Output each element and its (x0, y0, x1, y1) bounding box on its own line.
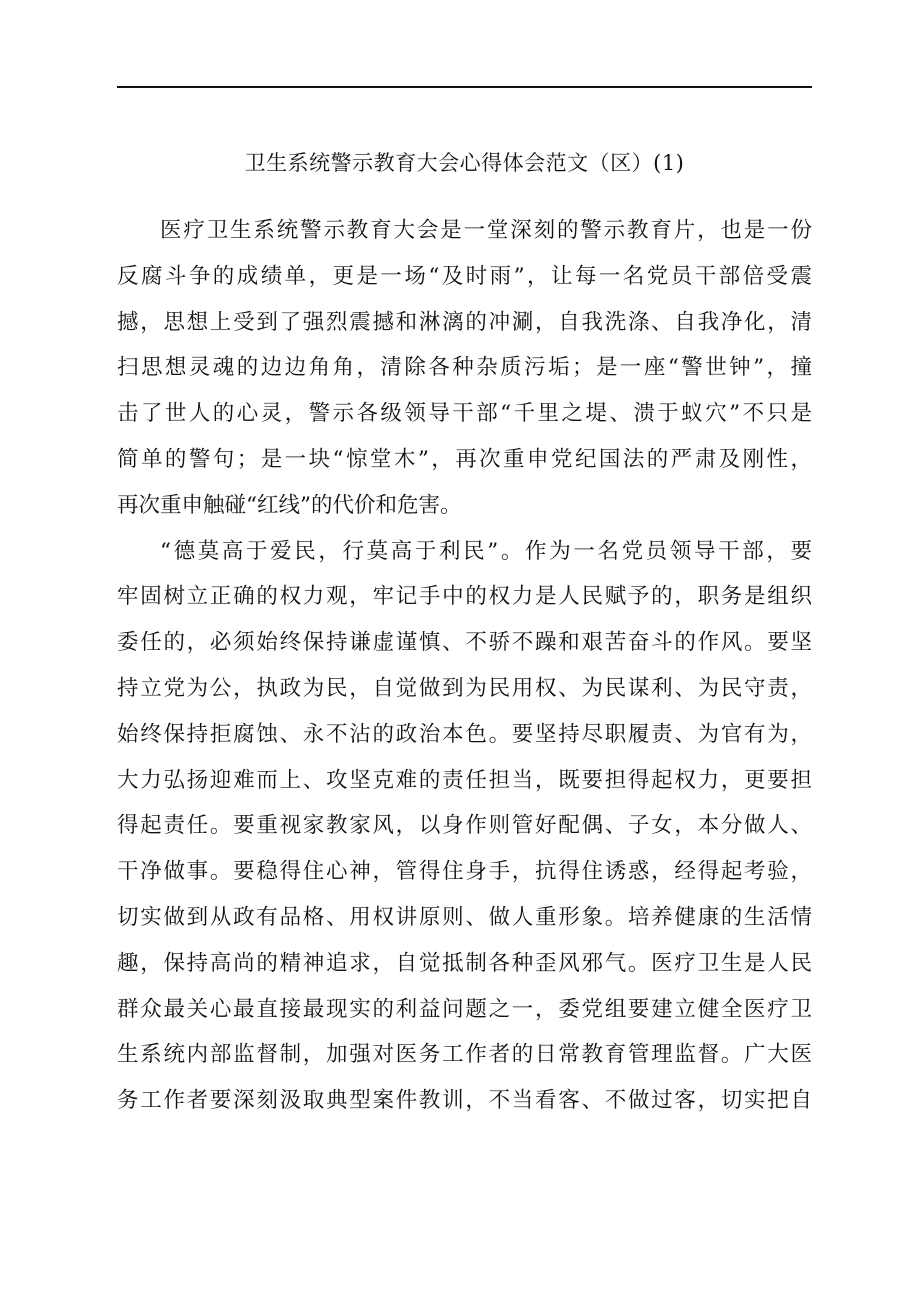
text-line: 简单的警句；是一块“惊堂木”，再次重申党纪国法的严肃及刚性， (117, 446, 812, 472)
text-line: 击了世人的心灵，警示各级领导干部“千里之堤、溃于蚁穴”不只是 (117, 401, 812, 427)
text-line: 再次重申触碰“红线”的代价和危害。 (117, 492, 462, 518)
text-line: 干净做事。要稳得住心神，管得住身手，抗得住诱惑，经得起考验， (117, 859, 812, 885)
text-line: 大力弘扬迎难而上、攻坚克难的责任担当，既要担得起权力，更要担 (117, 767, 812, 793)
text-line: 切实做到从政有品格、用权讲原则、做人重形象。培养健康的生活情 (117, 904, 812, 930)
document-title: 卫生系统警示教育大会心得体会范文（区）(1) (244, 151, 685, 175)
text-line: 反腐斗争的成绩单，更是一场“及时雨”，让每一名党员干部倍受震 (117, 263, 812, 289)
document-body (117, 208, 812, 1124)
text-line: 医疗卫生系统警示教育大会是一堂深刻的警示教育片，也是一份 (160, 218, 812, 243)
text-line: 撼，思想上受到了强烈震撼和淋漓的冲涮，自我洗涤、自我净化，清 (117, 309, 812, 335)
paragraph-1 (117, 208, 812, 529)
text-line: 务工作者要深刻汲取典型案件教训，不当看客、不做过客，切实把自 (117, 1088, 812, 1114)
text-line: “德莫高于爱民，行莫高于利民”。作为一名党员领导干部，要 (160, 538, 812, 564)
text-line: 生系统内部监督制，加强对医务工作者的日常教育管理监督。广大医 (117, 1042, 812, 1068)
text-line: 趣，保持高尚的精神追求，自觉抵制各种歪风邪气。医疗卫生是人民 (117, 950, 812, 976)
text-line: 牢固树立正确的权力观，牢记手中的权力是人民赋予的，职务是组织 (117, 584, 812, 610)
text-line: 得起责任。要重视家教家风，以身作则管好配偶、子女，本分做人、 (117, 813, 812, 839)
text-line: 持立党为公，执政为民，自觉做到为民用权、为民谋利、为民守责， (117, 675, 812, 701)
header-rule (117, 86, 812, 88)
paragraph-2 (117, 529, 812, 1124)
text-line: 扫思想灵魂的边边角角，清除各种杂质污垢；是一座“警世钟”，撞 (117, 355, 812, 381)
text-line: 群众最关心最直接最现实的利益问题之一，委党组要建立健全医疗卫 (117, 996, 812, 1022)
text-line: 委任的，必须始终保持谦虚谨慎、不骄不躁和艰苦奋斗的作风。要坚 (117, 630, 812, 656)
text-line: 始终保持拒腐蚀、永不沾的政治本色。要坚持尽职履责、为官有为， (117, 721, 812, 747)
